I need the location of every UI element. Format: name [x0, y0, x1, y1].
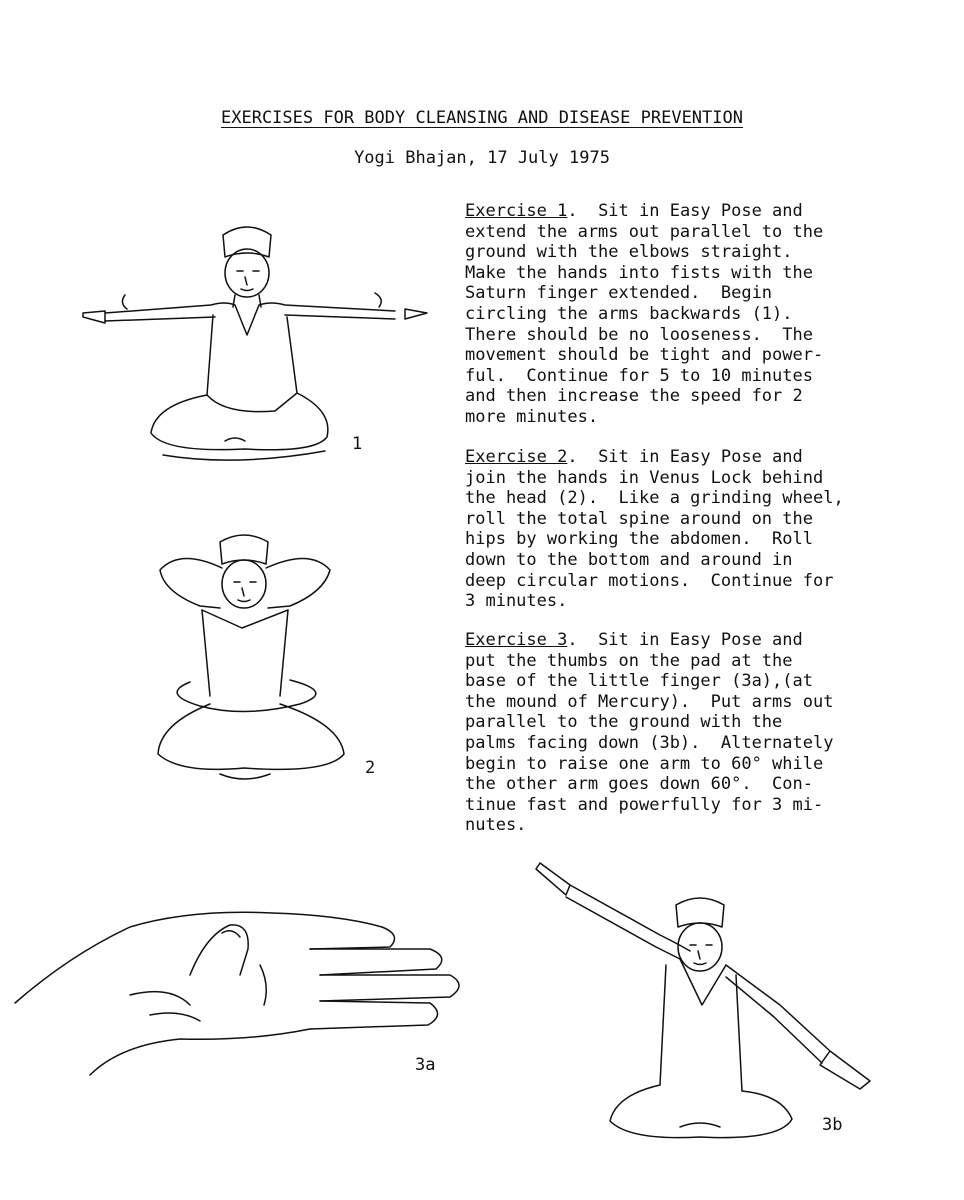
figure-3b-arms-angled — [530, 855, 880, 1155]
exercise-2-body: . Sit in Easy Pose and join the hands in Venus Lock behind the head (2). Like a grinding wheel, roll the total spine around on the hips by working the abdomen. Roll down to the bottom and around in deep circular motions. Continue for 3 minutes. — [465, 447, 844, 612]
exercise-3-body: . Sit in Easy Pose and put the thumbs on the pad at the base of the little finger (3a),(at the mound of Mercury). Put arms out parallel to the ground with the palms facing down (3b). Alternately begin to raise one arm to 60° while the other arm goes down 60°. Con- tinue fast and powerfully for 3 mi- nutes. — [465, 630, 834, 836]
exercise-2-text — [465, 447, 935, 612]
figure-2-hands-behind-head — [140, 528, 370, 792]
exercise-2-heading: Exercise 2 — [465, 447, 568, 467]
exercise-3-text — [465, 630, 935, 836]
figure-1-label: 1 — [352, 434, 363, 454]
page-subtitle: Yogi Bhajan, 17 July 1975 — [354, 148, 610, 168]
figure-1-arms-extended — [75, 215, 435, 475]
exercise-1-heading: Exercise 1 — [465, 201, 568, 221]
figure-3b-label: 3b — [822, 1115, 843, 1135]
exercise-3-heading: Exercise 3 — [465, 630, 568, 650]
figure-3a-label: 3a — [415, 1055, 436, 1075]
exercise-1-body: . Sit in Easy Pose and extend the arms out parallel to the ground with the elbows straight. Make the hands into fists with the Saturn finger extended. Begin circling the arms backwards (1). There should be no looseness. The movement should be tight and power- ful. Continue for 5 to 10 minutes and then increase the speed for 2 more minutes. — [465, 201, 824, 427]
figure-2-label: 2 — [365, 758, 376, 778]
page-title: EXERCISES FOR BODY CLEANSING AND DISEASE PREVENTION — [221, 108, 743, 128]
exercise-1-text — [465, 201, 935, 428]
figure-3a-hand-mudra — [10, 905, 470, 1085]
